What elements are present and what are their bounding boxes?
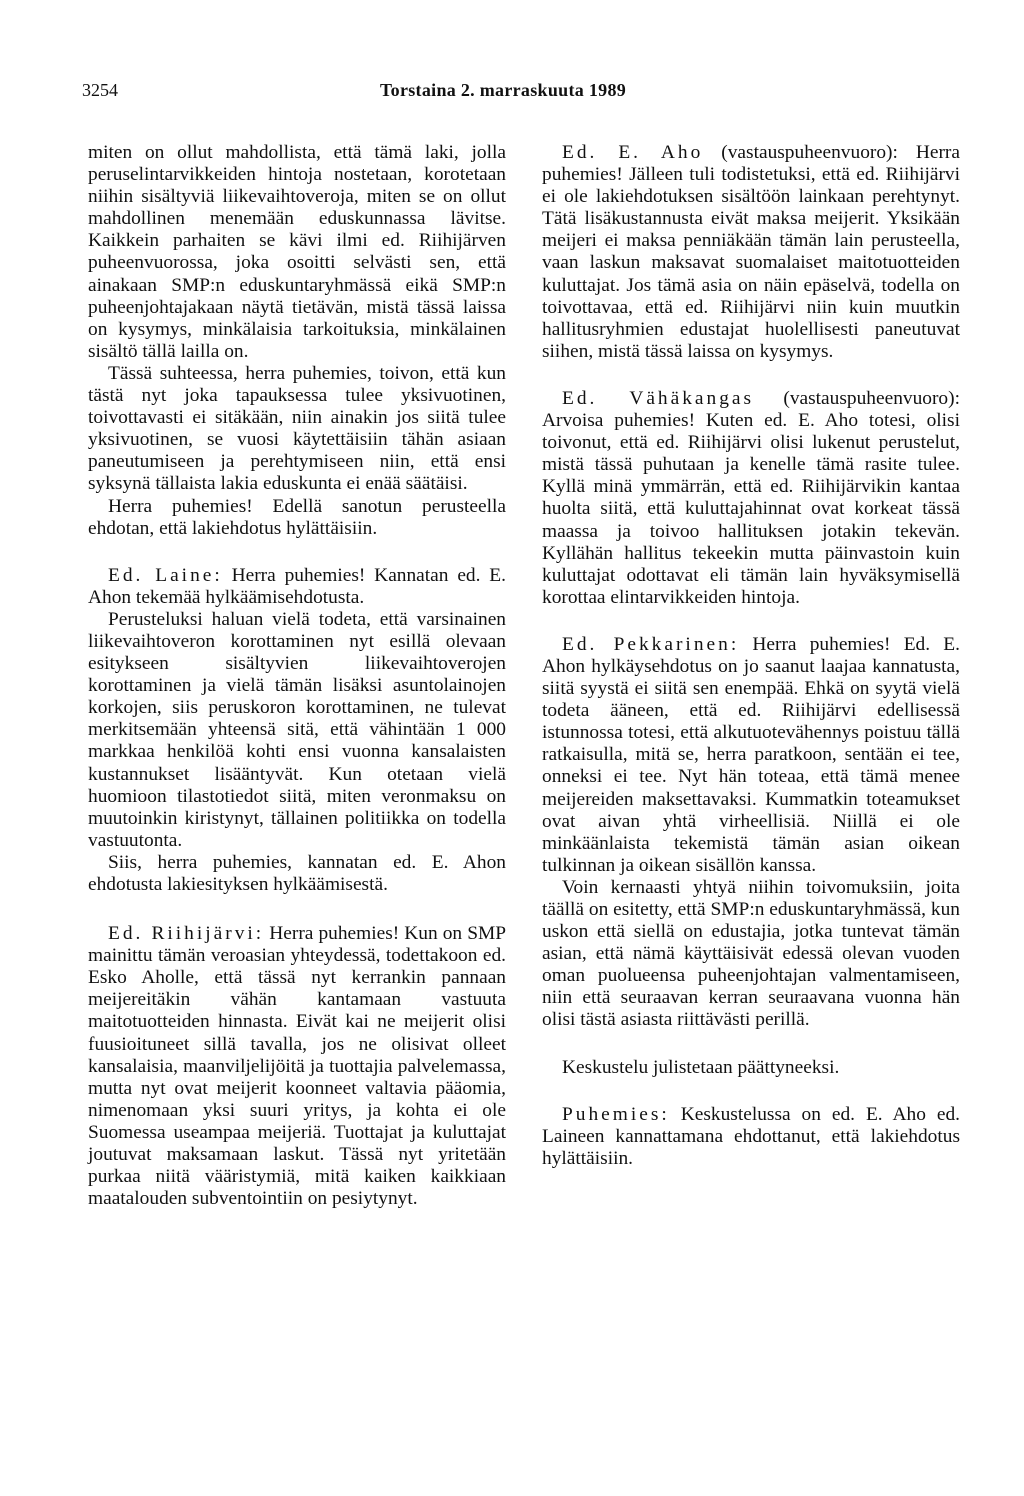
speech-text: Herra puhemies! Kannatan ed. E. Ahon tekemää hylkäämisehdotusta. — [88, 564, 506, 608]
speaker-name: Ed. Pekkarinen: — [562, 633, 740, 655]
paragraph: Siis, herra puhemies, kannatan ed. E. Ahon ehdotusta lakiesityksen hylkäämisestä. — [88, 851, 506, 895]
speaker-name: Ed. Laine: — [108, 564, 223, 586]
speech-text: (vastauspuheenvuoro): Herra puhemies! Jälleen tuli todistetuksi, että ed. Riihijärvi ei ole lakiehdotuksen sisältöön lainkaan perehtynyt. Tätä lisäkustannusta eivät maksa meijerit. Yksikään meijeri ei maksa penniäkään tämän lain perusteella, vaan laskun maksavat suomalaiset maitotuotteiden kuluttajat. Jos tämä asia on näin epäselvä, todella on toivottavaa, että ed. Riihijärvi niin kuin muutkin hallitusryhmien edustajat huolellisesti paneutuvat siihen, mistä tässä laissa on kysymys. — [542, 142, 960, 362]
paragraph: Voin kernaasti yhtyä niihin toivomuksiin, joita täällä on esitetty, että SMP:n eduskuntaryhmässä, kun uskon että siellä on edustajia, jotka tuntevat tämän asian, että nämä käyttäisivät edessä olevan vuoden oman puolueensa puheenjohtajan valmentamiseen, niin että seuraavan kerran seuraavana vuonna hän olisi tästä asiasta riittävästi perillä. — [542, 876, 960, 1031]
spacer — [542, 363, 960, 388]
speech-puhemies — [542, 1104, 960, 1170]
spacer — [542, 609, 960, 634]
spacer — [542, 1032, 960, 1057]
closing-note: Keskustelu julistetaan päättyneeksi. — [562, 1056, 840, 1078]
running-title: Torstaina 2. marraskuuta 1989 — [380, 80, 627, 100]
spacer — [542, 1079, 960, 1104]
speech-aho — [542, 142, 960, 363]
speech-text: Herra puhemies! Ed. E. Ahon hylkäysehdotus on jo saanut laajaa kannatusta, siitä syystä ei siitä sen enempää. Ehkä on syytä vielä todeta ääneen, että ed. Riihijärvi edellisessä istunnossa totesi, että alkutuotevähennys poistuu tällä ratkaisulla, mitä se, herra paratkoon, sentään ei tee, onneksi ei tee. Nyt hän toteaa, että tämä menee meijereiden maksettavaksi. Kummatkin toteamukset ovat aivan yhtä virheellisiä. Niillä ei ole minkäänlaista tekemistä tämän asian oikean tulkinnan ja oikean sisällön kanssa. — [542, 633, 960, 876]
paragraph: Herra puhemies! Edellä sanotun perusteella ehdotan, että lakiehdotus hylättäisiin. — [88, 495, 506, 539]
spacer — [88, 896, 506, 923]
left-column — [88, 142, 506, 1210]
speech-text: Herra puhemies! Kun on SMP mainittu tämän veroasian yhteydessä, todettakoon ed. Esko Aholle, että tässä nyt kerrankin pannaan meijereitäkin vähän kantamaan vastuuta maitotuotteiden hinnasta. Eivät kai ne meijerit olisi fuusioituneet sillä tavalla, jos ne olisivat olleet kansalaisia, maanviljelijöitä ja tuottajia palvelemassa, mutta nyt ovat meijerit koonneet valtavia pääomia, nimenomaan yksi suuri yritys, ja kohta ei ole Suomessa useampaa meijeriä. Tuottajat ja kuluttajat joutuvat maksamaan laskut. Tässä nyt yritetään purkaa niitä vääristymiä, mitä kaiken kaikkiaan maatalouden subventointiin on pesiytynyt. — [88, 923, 507, 1210]
paragraph: Perusteluksi haluan vielä todeta, että varsinainen liikevaihtoveron korottaminen nyt esillä olevaan esitykseen sisältyvien liikevaihtoverojen korottaminen ja vielä tämän lisäksi asuntolainojen korkojen, siis peruskoron korottaminen, ne tulevat merkitsemään yhteensä sitä, että vähintään 1 000 markkaa henkilöä kohti ensi vuonna kansalaisten kustannukset lisääntyvät. Kun otetaan vielä huomioon tilastotiedot siitä, miten veronmaksu on muutoinkin kiristynyt, tällainen politiikka on todella vastuutonta. — [88, 608, 506, 851]
speech-laine — [88, 565, 506, 609]
paragraph: miten on ollut mahdollista, että tämä laki, jolla peruselintarvikkeiden hintoja nostetaan, korotetaan niihin sisältyviä liikevaihtoveroja, miten se on ollut mahdollinen menemään eduskunnassa lävitse. Kaikkein parhaiten se kävi ilmi ed. Riihijärven puheenvuorossa, joka osoitti selvästi sen, että ainakaan SMP:n eduskuntaryhmässä eikä SMP:n puheenjohtajakaan näytä tietävän, mistä tässä laissa on kysymys, minkälaisia tarkoituksia, minkälainen sisältö tällä lailla on. — [88, 142, 506, 362]
page-number: 3254 — [82, 80, 118, 100]
speaker-name: Puhemies: — [562, 1103, 670, 1125]
spacer — [88, 540, 506, 565]
speech-riihijarvi — [88, 923, 506, 1210]
page-header — [82, 80, 958, 110]
speaker-name: Ed. Vähäkangas — [562, 387, 755, 409]
speech-vahakangas — [542, 388, 960, 609]
speech-text: (vastauspuheenvuoro): Arvoisa puhemies! Kuten ed. E. Aho totesi, olisi toivonut, että ed. Riihijärvi olisi lukenut perustelut, mistä tässä puhutaan ja kenelle tämä rasite tulee. Kyllä minä ymmärrän, että ed. Riihijärvikin kantaa huolta siitä, että kuluttajahinnat ovat korkeat tässä maassa ja toivoo hallituksen jotakin tekevän. Kyllähän hallitus tekeekin mutta päinvastoin kuin kuluttajat odottavat eli tämän lain hyväksymisellä korottaa elintarvikkeiden hintoja. — [542, 387, 960, 608]
paragraph: Tässä suhteessa, herra puhemies, toivon, että kun tästä nyt joka tapauksessa tulee yksivuotinen, toivottavasti ei sitäkään, niin ainakin jos siitä tulee yksivuotinen, se vuosi käytettäisiin tähän asiaan paneutumiseen ja perehtymiseen niin, että ensi syksynä tällaista lakia eduskunta ei enää säätäisi. — [88, 362, 506, 495]
speaker-name: Ed. E. Aho — [562, 142, 704, 163]
speaker-name: Ed. Riihijärvi: — [108, 923, 265, 945]
speech-pekkarinen — [542, 634, 960, 877]
right-column — [542, 142, 960, 1170]
speech-text: Keskustelussa on ed. E. Aho ed. Laineen kannattamana ehdottanut, että lakiehdotus hylättäisiin. — [542, 1103, 960, 1169]
